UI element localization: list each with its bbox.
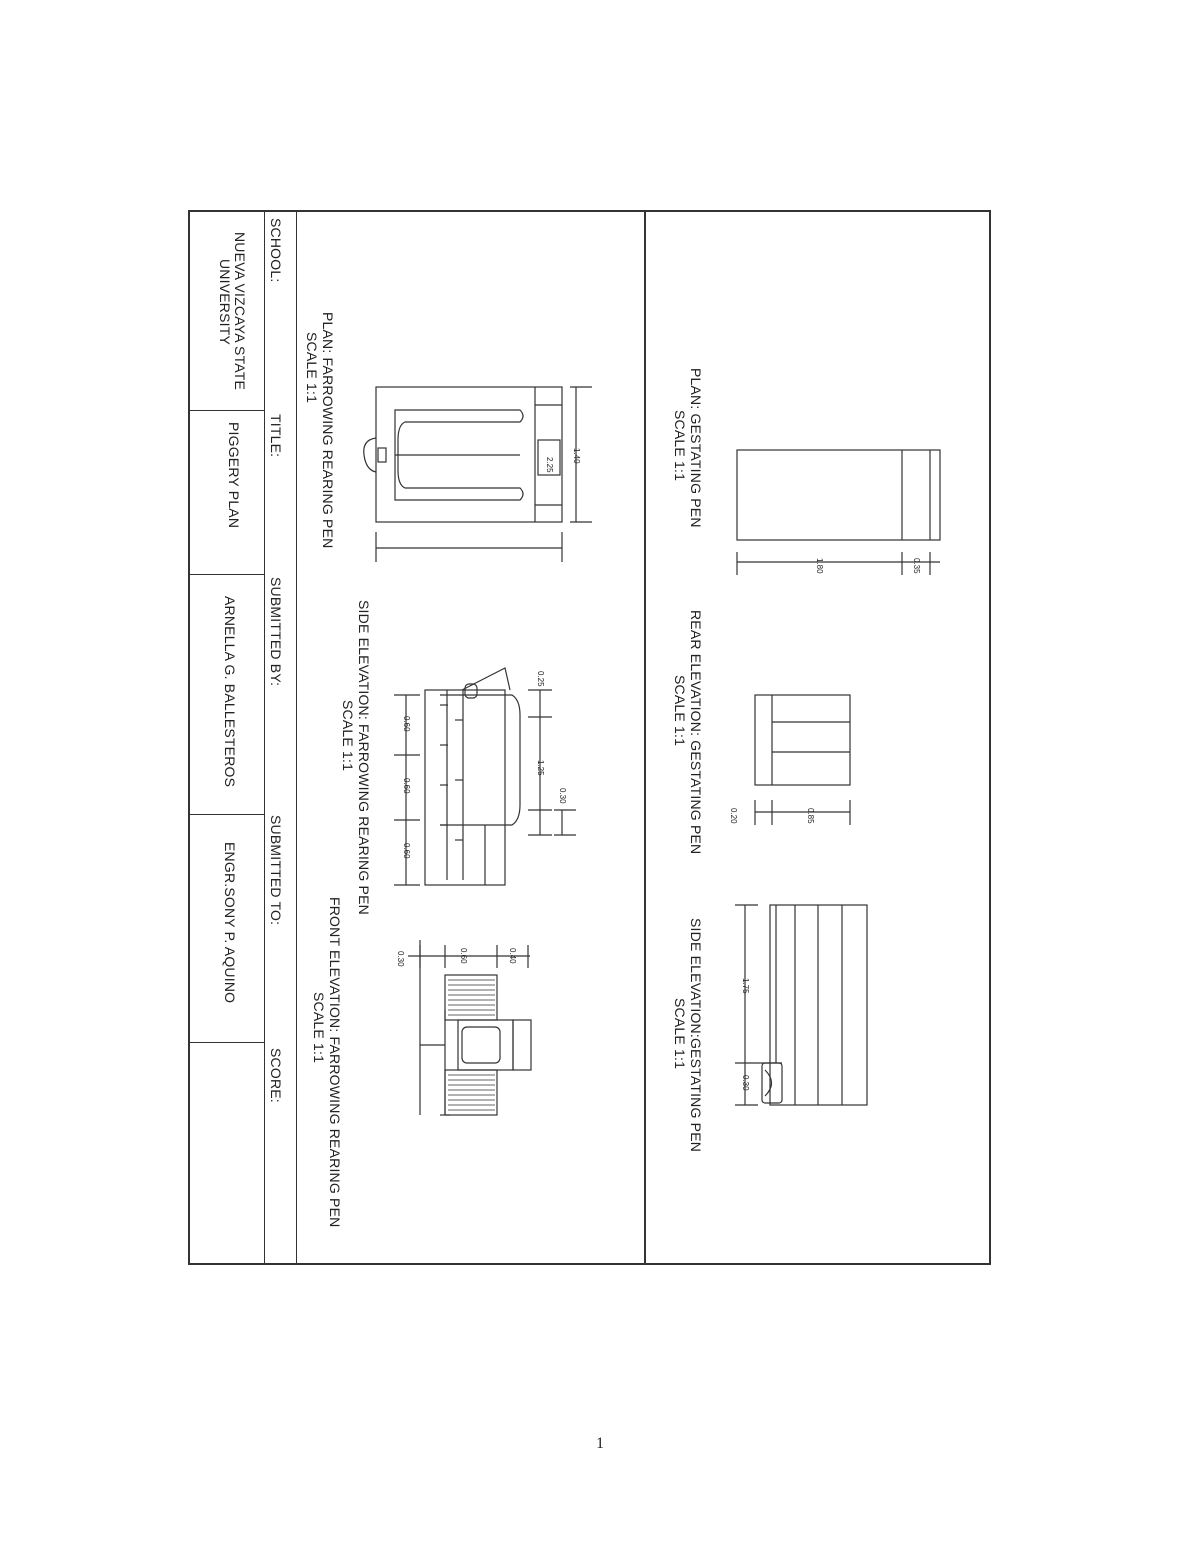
farrowing-plan-title: PLAN: FARROWING REARING PEN SCALE 1:1 [304,312,336,549]
farrowing-plan-drawing [364,387,592,562]
farrowing-side-dim-b2: 0.60 [402,778,411,794]
submitted-by-label: SUBMITTED BY: [268,577,284,687]
school-label: SCHOOL: [268,218,284,283]
gestating-plan-dim-small: 0.35 [912,558,921,574]
gestating-rear-dim-b: 0.85 [806,808,815,824]
title-label: TITLE: [268,414,284,458]
farrowing-side-dim-b3: 0.60 [402,843,411,859]
title-value: PIGGERY PLAN [226,422,242,529]
gestating-plan-dim-main: 1.80 [815,558,824,574]
farrowing-front-title: FRONT ELEVATION: FARROWING REARING PEN SCALE 1:1 [311,897,343,1228]
farrowing-side-dim-top: 0.25 [536,671,545,687]
gestating-side-title: SIDE ELEVATION:GESTATING PEN SCALE 1:1 [672,918,704,1153]
farrowing-plan-dim-width: 1.40 [572,448,581,464]
farrowing-front-elevation-drawing [408,940,531,1115]
gestating-plan-drawing [737,450,940,575]
gestating-side-dim-short: 0.30 [741,1075,750,1091]
farrowing-front-dim-b: 0.60 [459,948,468,964]
gestating-plan-title: PLAN: GESTATING PEN SCALE 1:1 [672,368,704,528]
submitted-to-label: SUBMITTED TO: [268,815,284,926]
gestating-side-elevation-drawing [735,905,867,1105]
score-label: SCORE: [268,1048,284,1103]
farrowing-front-dim-c: 0.40 [508,948,517,964]
farrowing-side-title: SIDE ELEVATION: FARROWING REARING PEN SCALE 1:1 [340,600,372,915]
farrowing-side-dim-right: 0.30 [558,788,567,804]
farrowing-side-dim-mid: 1.25 [536,760,545,776]
gestating-rear-dim-a: 0.20 [729,808,738,824]
farrowing-side-dim-b1: 0.60 [402,716,411,732]
school-name-line1: NUEVA VIZCAYA STATE [232,232,248,391]
farrowing-side-elevation-drawing [394,668,576,885]
gestating-side-dim-long: 1.75 [741,978,750,994]
school-name-line2: UNIVERSITY [217,258,233,345]
farrowing-front-dim-a: 0.30 [396,951,405,967]
farrowing-plan-dim-length: 2.25 [545,457,554,473]
submitted-by-value: ARNELLA G. BALLESTEROS [222,596,238,788]
page-number: 1 [596,1435,604,1452]
gestating-rear-elevation-drawing [755,695,850,825]
submitted-to-value: ENGR.SONY P. AQUINO [222,842,238,1004]
gestating-rear-title: REAR ELEVATION: GESTATING PEN SCALE 1:1 [672,610,704,855]
